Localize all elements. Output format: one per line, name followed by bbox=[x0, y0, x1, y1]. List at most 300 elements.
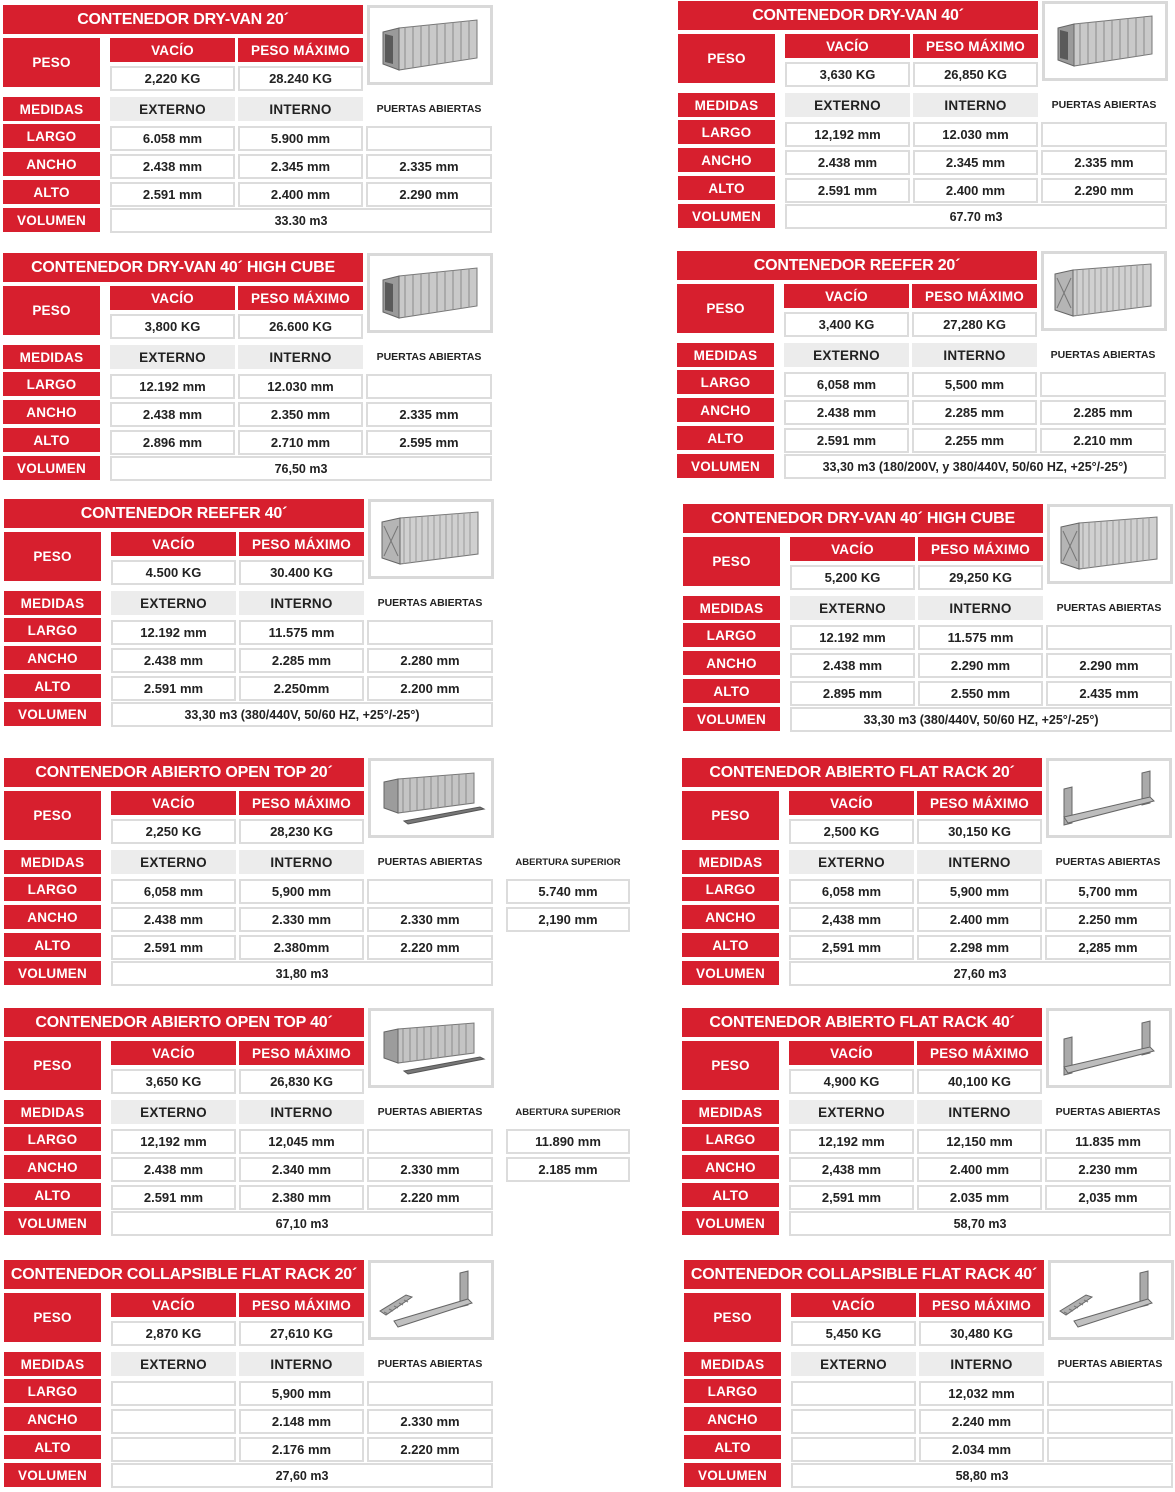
ancho-puertas-value: 2.335 mm bbox=[366, 154, 492, 179]
ancho-interno-value: 2.330 mm bbox=[239, 907, 364, 932]
peso-maximo-header: PESO MÁXIMO bbox=[239, 1041, 364, 1065]
alto-externo-value bbox=[111, 1437, 236, 1462]
largo-puertas-value: 5,700 mm bbox=[1045, 879, 1171, 904]
medidas-label: MEDIDAS bbox=[3, 345, 100, 369]
largo-externo-value: 12,192 mm bbox=[785, 122, 910, 147]
container-title: CONTENEDOR COLLAPSIBLE FLAT RACK 20´ bbox=[4, 1260, 364, 1289]
alto-label: ALTO bbox=[678, 176, 775, 200]
largo-interno-value: 11.575 mm bbox=[918, 625, 1043, 650]
largo-label: LARGO bbox=[3, 124, 100, 148]
peso-maximo-value: 30.400 KG bbox=[239, 560, 364, 585]
flat-rack-container-icon bbox=[1046, 758, 1172, 838]
largo-label: LARGO bbox=[684, 1379, 781, 1403]
ancho-interno-value: 2.148 mm bbox=[239, 1409, 364, 1434]
peso-label: PESO bbox=[4, 791, 101, 840]
alto-interno-value: 2.034 mm bbox=[919, 1437, 1044, 1462]
peso-label: PESO bbox=[683, 537, 780, 586]
volumen-label: VOLUMEN bbox=[682, 1211, 779, 1235]
peso-maximo-header: PESO MÁXIMO bbox=[238, 38, 363, 62]
peso-maximo-header: PESO MÁXIMO bbox=[239, 532, 364, 556]
vacio-header: VACÍO bbox=[110, 38, 235, 62]
ancho-externo-value: 2,438 mm bbox=[789, 1157, 914, 1182]
medidas-label: MEDIDAS bbox=[4, 591, 101, 615]
volumen-value: 67.70 m3 bbox=[785, 204, 1167, 229]
container-title: CONTENEDOR ABIERTO FLAT RACK 40´ bbox=[682, 1008, 1042, 1037]
vacio-header: VACÍO bbox=[110, 286, 235, 310]
peso-maximo-value: 40,100 KG bbox=[917, 1069, 1042, 1094]
vacio-header: VACÍO bbox=[785, 34, 910, 58]
medidas-label: MEDIDAS bbox=[682, 1100, 779, 1124]
open-top-container-icon bbox=[368, 758, 494, 838]
ancho-externo-value: 2.438 mm bbox=[111, 648, 236, 673]
puertas-abiertas-header: PUERTAS ABIERTAS bbox=[376, 351, 482, 363]
ancho-externo-value: 2,438 mm bbox=[789, 907, 914, 932]
ancho-label: ANCHO bbox=[4, 905, 101, 929]
ancho-externo-value: 2.438 mm bbox=[111, 907, 236, 932]
ancho-externo-value bbox=[111, 1409, 236, 1434]
volumen-value: 33,30 m3 (180/200V, y 380/440V, 50/60 HZ, +25°/-25°) bbox=[784, 454, 1166, 479]
peso-label: PESO bbox=[682, 791, 779, 840]
largo-externo-value: 6.058 mm bbox=[110, 126, 235, 151]
alto-label: ALTO bbox=[684, 1435, 781, 1459]
ancho-puertas-value: 2.250 mm bbox=[1045, 907, 1171, 932]
medidas-label: MEDIDAS bbox=[677, 343, 774, 367]
volumen-value: 58,80 m3 bbox=[791, 1463, 1173, 1488]
ancho-interno-value: 2.240 mm bbox=[919, 1409, 1044, 1434]
ancho-externo-value: 2.438 mm bbox=[785, 150, 910, 175]
largo-interno-value: 5,900 mm bbox=[917, 879, 1042, 904]
largo-puertas-value bbox=[367, 620, 493, 645]
externo-header: EXTERNO bbox=[111, 1352, 236, 1376]
vacio-value: 3,800 KG bbox=[110, 314, 235, 339]
largo-interno-value: 12,045 mm bbox=[239, 1129, 364, 1154]
peso-maximo-header: PESO MÁXIMO bbox=[239, 1293, 364, 1317]
largo-externo-value: 12.192 mm bbox=[790, 625, 915, 650]
vacio-header: VACÍO bbox=[784, 284, 909, 308]
peso-maximo-value: 26,850 KG bbox=[913, 62, 1038, 87]
vacio-header: VACÍO bbox=[111, 1041, 236, 1065]
volumen-value: 76,50 m3 bbox=[110, 456, 492, 481]
alto-puertas-value: 2.435 mm bbox=[1046, 681, 1172, 706]
collapsible-flat-rack-icon bbox=[1048, 1260, 1174, 1340]
container-card bbox=[4, 758, 499, 990]
ancho-interno-value: 2.290 mm bbox=[918, 653, 1043, 678]
vacio-header: VACÍO bbox=[791, 1293, 916, 1317]
container-card bbox=[3, 5, 498, 237]
alto-label: ALTO bbox=[677, 426, 774, 450]
volumen-label: VOLUMEN bbox=[3, 456, 100, 480]
ancho-externo-value: 2.438 mm bbox=[110, 402, 235, 427]
volumen-label: VOLUMEN bbox=[3, 208, 100, 232]
externo-header: EXTERNO bbox=[789, 1100, 914, 1124]
peso-maximo-header: PESO MÁXIMO bbox=[917, 1041, 1042, 1065]
largo-puertas-value bbox=[366, 374, 492, 399]
externo-header: EXTERNO bbox=[784, 343, 909, 367]
puertas-abiertas-header: PUERTAS ABIERTAS bbox=[376, 103, 482, 115]
largo-externo-value: 6,058 mm bbox=[111, 879, 236, 904]
externo-header: EXTERNO bbox=[111, 1100, 236, 1124]
alto-label: ALTO bbox=[3, 180, 100, 204]
vacio-value: 3,400 KG bbox=[784, 312, 909, 337]
alto-externo-value: 2.591 mm bbox=[111, 1185, 236, 1210]
largo-externo-value: 12.192 mm bbox=[110, 374, 235, 399]
medidas-label: MEDIDAS bbox=[3, 97, 100, 121]
largo-puertas-value bbox=[1047, 1381, 1173, 1406]
container-card bbox=[4, 499, 499, 731]
alto-interno-value: 2.400 mm bbox=[913, 178, 1038, 203]
alto-interno-value: 2.035 mm bbox=[917, 1185, 1042, 1210]
puertas-abiertas-header: PUERTAS ABIERTAS bbox=[1051, 99, 1157, 111]
puertas-abiertas-header: PUERTAS ABIERTAS bbox=[377, 1106, 483, 1118]
puertas-abiertas-header: PUERTAS ABIERTAS bbox=[1057, 1358, 1163, 1370]
container-card bbox=[677, 251, 1172, 483]
puertas-abiertas-header: PUERTAS ABIERTAS bbox=[377, 1358, 483, 1370]
largo-interno-value: 12,150 mm bbox=[917, 1129, 1042, 1154]
externo-header: EXTERNO bbox=[111, 850, 236, 874]
vacio-value: 4,900 KG bbox=[789, 1069, 914, 1094]
ancho-label: ANCHO bbox=[677, 398, 774, 422]
largo-interno-value: 5,900 mm bbox=[239, 879, 364, 904]
alto-label: ALTO bbox=[682, 1183, 779, 1207]
container-title: CONTENEDOR REEFER 40´ bbox=[4, 499, 364, 528]
largo-label: LARGO bbox=[4, 1127, 101, 1151]
dry-van-container-icon bbox=[367, 5, 493, 85]
puertas-abiertas-header: PUERTAS ABIERTAS bbox=[1055, 856, 1161, 868]
peso-maximo-value: 27,610 KG bbox=[239, 1321, 364, 1346]
volumen-value: 67,10 m3 bbox=[111, 1211, 493, 1236]
alto-externo-value: 2.591 mm bbox=[111, 935, 236, 960]
container-card bbox=[4, 1008, 499, 1240]
ancho-label: ANCHO bbox=[678, 148, 775, 172]
alto-puertas-value: 2.220 mm bbox=[367, 1185, 493, 1210]
medidas-label: MEDIDAS bbox=[4, 1100, 101, 1124]
ancho-puertas-value bbox=[1047, 1409, 1173, 1434]
peso-label: PESO bbox=[4, 1041, 101, 1090]
volumen-value: 33,30 m3 (380/440V, 50/60 HZ, +25°/-25°) bbox=[790, 707, 1172, 732]
container-card bbox=[682, 1008, 1175, 1240]
container-title: CONTENEDOR DRY-VAN 40´ HIGH CUBE bbox=[683, 504, 1043, 533]
largo-interno-value: 5,500 mm bbox=[912, 372, 1037, 397]
peso-label: PESO bbox=[4, 1293, 101, 1342]
alto-externo-value: 2,591 mm bbox=[789, 1185, 914, 1210]
externo-header: EXTERNO bbox=[785, 93, 910, 117]
ancho-interno-value: 2.340 mm bbox=[239, 1157, 364, 1182]
abertura-superior-column bbox=[504, 1008, 632, 1240]
vacio-value: 4.500 KG bbox=[111, 560, 236, 585]
alto-puertas-value: 2,035 mm bbox=[1045, 1185, 1171, 1210]
largo-label: LARGO bbox=[682, 1127, 779, 1151]
alto-label: ALTO bbox=[682, 933, 779, 957]
ancho-externo-value: 2.438 mm bbox=[784, 400, 909, 425]
largo-puertas-value bbox=[367, 1129, 493, 1154]
vacio-value: 2,250 KG bbox=[111, 819, 236, 844]
largo-label: LARGO bbox=[678, 120, 775, 144]
largo-puertas-value bbox=[1046, 625, 1172, 650]
alto-interno-value: 2.255 mm bbox=[912, 428, 1037, 453]
largo-interno-value: 12,032 mm bbox=[919, 1381, 1044, 1406]
medidas-label: MEDIDAS bbox=[4, 1352, 101, 1376]
largo-label: LARGO bbox=[3, 372, 100, 396]
abertura-largo-value: 5.740 mm bbox=[506, 879, 630, 904]
volumen-value: 27,60 m3 bbox=[111, 1463, 493, 1488]
volumen-label: VOLUMEN bbox=[4, 1463, 101, 1487]
alto-label: ALTO bbox=[683, 679, 780, 703]
largo-puertas-value bbox=[367, 1381, 493, 1406]
volumen-label: VOLUMEN bbox=[682, 961, 779, 985]
interno-header: INTERNO bbox=[238, 345, 363, 369]
volumen-label: VOLUMEN bbox=[4, 961, 101, 985]
largo-puertas-value bbox=[366, 126, 492, 151]
peso-maximo-header: PESO MÁXIMO bbox=[239, 791, 364, 815]
puertas-abiertas-header: PUERTAS ABIERTAS bbox=[377, 597, 483, 609]
ancho-puertas-value: 2.335 mm bbox=[366, 402, 492, 427]
ancho-interno-value: 2.345 mm bbox=[238, 154, 363, 179]
largo-interno-value: 5,900 mm bbox=[239, 1381, 364, 1406]
externo-header: EXTERNO bbox=[110, 345, 235, 369]
dry-van-container-icon bbox=[1042, 1, 1168, 81]
largo-label: LARGO bbox=[4, 618, 101, 642]
ancho-interno-value: 2.350 mm bbox=[238, 402, 363, 427]
container-card bbox=[678, 1, 1173, 233]
peso-maximo-header: PESO MÁXIMO bbox=[912, 284, 1037, 308]
vacio-value: 2,220 KG bbox=[110, 66, 235, 91]
volumen-value: 58,70 m3 bbox=[789, 1211, 1171, 1236]
container-title: CONTENEDOR COLLAPSIBLE FLAT RACK 40´ bbox=[684, 1260, 1044, 1289]
volumen-label: VOLUMEN bbox=[683, 707, 780, 731]
abertura-ancho-value: 2,190 mm bbox=[506, 907, 630, 932]
ancho-interno-value: 2.285 mm bbox=[239, 648, 364, 673]
largo-interno-value: 12.030 mm bbox=[238, 374, 363, 399]
alto-label: ALTO bbox=[4, 933, 101, 957]
externo-header: EXTERNO bbox=[790, 596, 915, 620]
alto-puertas-value: 2.200 mm bbox=[367, 676, 493, 701]
vacio-header: VACÍO bbox=[111, 1293, 236, 1317]
largo-externo-value bbox=[111, 1381, 236, 1406]
ancho-externo-value: 2.438 mm bbox=[790, 653, 915, 678]
externo-header: EXTERNO bbox=[791, 1352, 916, 1376]
abertura-superior-header: ABERTURA SUPERIOR bbox=[515, 856, 621, 868]
largo-interno-value: 11.575 mm bbox=[239, 620, 364, 645]
container-card bbox=[684, 1260, 1175, 1492]
volumen-label: VOLUMEN bbox=[684, 1463, 781, 1487]
peso-label: PESO bbox=[677, 284, 774, 333]
alto-label: ALTO bbox=[3, 428, 100, 452]
container-title: CONTENEDOR ABIERTO OPEN TOP 40´ bbox=[4, 1008, 364, 1037]
largo-externo-value: 12,192 mm bbox=[789, 1129, 914, 1154]
interno-header: INTERNO bbox=[913, 93, 1038, 117]
externo-header: EXTERNO bbox=[789, 850, 914, 874]
vacio-value: 3,630 KG bbox=[785, 62, 910, 87]
largo-puertas-value bbox=[1040, 372, 1166, 397]
vacio-value: 5,200 KG bbox=[790, 565, 915, 590]
volumen-label: VOLUMEN bbox=[677, 454, 774, 478]
container-title: CONTENEDOR REEFER 20´ bbox=[677, 251, 1037, 280]
abertura-superior-header: ABERTURA SUPERIOR bbox=[515, 1106, 621, 1118]
ancho-externo-value: 2.438 mm bbox=[111, 1157, 236, 1182]
ancho-externo-value bbox=[791, 1409, 916, 1434]
volumen-value: 33,30 m3 (380/440V, 50/60 HZ, +25°/-25°) bbox=[111, 702, 493, 727]
flat-rack-container-icon bbox=[1046, 1008, 1172, 1088]
peso-label: PESO bbox=[684, 1293, 781, 1342]
puertas-abiertas-header: PUERTAS ABIERTAS bbox=[1050, 349, 1156, 361]
alto-puertas-value: 2.290 mm bbox=[366, 182, 492, 207]
alto-puertas-value: 2,285 mm bbox=[1045, 935, 1171, 960]
alto-interno-value: 2.400 mm bbox=[238, 182, 363, 207]
alto-interno-value: 2.298 mm bbox=[917, 935, 1042, 960]
vacio-value: 2,870 KG bbox=[111, 1321, 236, 1346]
peso-maximo-value: 30,150 KG bbox=[917, 819, 1042, 844]
volumen-value: 27,60 m3 bbox=[789, 961, 1171, 986]
alto-puertas-value bbox=[1047, 1437, 1173, 1462]
largo-interno-value: 5.900 mm bbox=[238, 126, 363, 151]
collapsible-flat-rack-icon bbox=[368, 1260, 494, 1340]
volumen-label: VOLUMEN bbox=[678, 204, 775, 228]
volumen-label: VOLUMEN bbox=[4, 1211, 101, 1235]
container-title: CONTENEDOR DRY-VAN 40´ HIGH CUBE bbox=[3, 253, 363, 282]
alto-puertas-value: 2.210 mm bbox=[1040, 428, 1166, 453]
peso-label: PESO bbox=[4, 532, 101, 581]
peso-label: PESO bbox=[678, 34, 775, 83]
alto-puertas-value: 2.220 mm bbox=[367, 935, 493, 960]
container-title: CONTENEDOR ABIERTO OPEN TOP 20´ bbox=[4, 758, 364, 787]
container-card bbox=[4, 1260, 499, 1492]
largo-puertas-value: 11.835 mm bbox=[1045, 1129, 1171, 1154]
vacio-header: VACÍO bbox=[111, 791, 236, 815]
alto-externo-value: 2.591 mm bbox=[111, 676, 236, 701]
reefer-container-icon bbox=[1047, 504, 1173, 584]
ancho-puertas-value: 2.285 mm bbox=[1040, 400, 1166, 425]
interno-header: INTERNO bbox=[239, 1352, 364, 1376]
largo-label: LARGO bbox=[4, 877, 101, 901]
alto-interno-value: 2.250mm bbox=[239, 676, 364, 701]
largo-label: LARGO bbox=[683, 623, 780, 647]
ancho-puertas-value: 2.230 mm bbox=[1045, 1157, 1171, 1182]
alto-externo-value: 2.895 mm bbox=[790, 681, 915, 706]
reefer-container-icon bbox=[1041, 251, 1167, 331]
largo-externo-value bbox=[791, 1381, 916, 1406]
peso-maximo-value: 28,230 KG bbox=[239, 819, 364, 844]
container-title: CONTENEDOR ABIERTO FLAT RACK 20´ bbox=[682, 758, 1042, 787]
alto-externo-value: 2.896 mm bbox=[110, 430, 235, 455]
ancho-puertas-value: 2.330 mm bbox=[367, 907, 493, 932]
container-card bbox=[683, 504, 1175, 736]
puertas-abiertas-header: PUERTAS ABIERTAS bbox=[1056, 602, 1162, 614]
ancho-interno-value: 2.285 mm bbox=[912, 400, 1037, 425]
vacio-value: 2,500 KG bbox=[789, 819, 914, 844]
container-card bbox=[682, 758, 1175, 990]
alto-puertas-value: 2.595 mm bbox=[366, 430, 492, 455]
peso-maximo-value: 29,250 KG bbox=[918, 565, 1043, 590]
vacio-header: VACÍO bbox=[789, 1041, 914, 1065]
peso-maximo-header: PESO MÁXIMO bbox=[238, 286, 363, 310]
largo-interno-value: 12.030 mm bbox=[913, 122, 1038, 147]
interno-header: INTERNO bbox=[917, 1100, 1042, 1124]
medidas-label: MEDIDAS bbox=[4, 850, 101, 874]
ancho-label: ANCHO bbox=[3, 400, 100, 424]
interno-header: INTERNO bbox=[238, 97, 363, 121]
peso-maximo-value: 26.600 KG bbox=[238, 314, 363, 339]
ancho-puertas-value: 2.335 mm bbox=[1041, 150, 1167, 175]
ancho-puertas-value: 2.330 mm bbox=[367, 1157, 493, 1182]
container-card bbox=[3, 253, 498, 485]
ancho-externo-value: 2.438 mm bbox=[110, 154, 235, 179]
largo-externo-value: 6,058 mm bbox=[784, 372, 909, 397]
vacio-header: VACÍO bbox=[789, 791, 914, 815]
interno-header: INTERNO bbox=[917, 850, 1042, 874]
ancho-puertas-value: 2.280 mm bbox=[367, 648, 493, 673]
largo-puertas-value bbox=[367, 879, 493, 904]
abertura-superior-column bbox=[504, 758, 632, 990]
peso-maximo-header: PESO MÁXIMO bbox=[913, 34, 1038, 58]
peso-label: PESO bbox=[682, 1041, 779, 1090]
volumen-value: 31,80 m3 bbox=[111, 961, 493, 986]
peso-maximo-value: 26,830 KG bbox=[239, 1069, 364, 1094]
volumen-value: 33.30 m3 bbox=[110, 208, 492, 233]
alto-puertas-value: 2.220 mm bbox=[367, 1437, 493, 1462]
ancho-label: ANCHO bbox=[684, 1407, 781, 1431]
volumen-label: VOLUMEN bbox=[4, 702, 101, 726]
dry-van-container-icon bbox=[367, 253, 493, 333]
alto-externo-value: 2,591 mm bbox=[789, 935, 914, 960]
alto-label: ALTO bbox=[4, 1435, 101, 1459]
largo-externo-value: 6,058 mm bbox=[789, 879, 914, 904]
interno-header: INTERNO bbox=[239, 591, 364, 615]
puertas-abiertas-header: PUERTAS ABIERTAS bbox=[377, 856, 483, 868]
vacio-header: VACÍO bbox=[790, 537, 915, 561]
reefer-container-icon bbox=[368, 499, 494, 579]
alto-label: ALTO bbox=[4, 1183, 101, 1207]
alto-externo-value: 2.591 mm bbox=[110, 182, 235, 207]
ancho-label: ANCHO bbox=[4, 1407, 101, 1431]
interno-header: INTERNO bbox=[912, 343, 1037, 367]
open-top-container-icon bbox=[368, 1008, 494, 1088]
interno-header: INTERNO bbox=[239, 850, 364, 874]
peso-maximo-header: PESO MÁXIMO bbox=[919, 1293, 1044, 1317]
puertas-abiertas-header: PUERTAS ABIERTAS bbox=[1055, 1106, 1161, 1118]
alto-externo-value: 2.591 mm bbox=[785, 178, 910, 203]
largo-puertas-value bbox=[1041, 122, 1167, 147]
vacio-value: 3,650 KG bbox=[111, 1069, 236, 1094]
interno-header: INTERNO bbox=[919, 1352, 1044, 1376]
externo-header: EXTERNO bbox=[110, 97, 235, 121]
alto-puertas-value: 2.290 mm bbox=[1041, 178, 1167, 203]
interno-header: INTERNO bbox=[239, 1100, 364, 1124]
alto-interno-value: 2.550 mm bbox=[918, 681, 1043, 706]
ancho-label: ANCHO bbox=[4, 1155, 101, 1179]
alto-interno-value: 2.710 mm bbox=[238, 430, 363, 455]
peso-maximo-value: 28.240 KG bbox=[238, 66, 363, 91]
peso-label: PESO bbox=[3, 38, 100, 87]
ancho-label: ANCHO bbox=[3, 152, 100, 176]
medidas-label: MEDIDAS bbox=[683, 596, 780, 620]
largo-label: LARGO bbox=[682, 877, 779, 901]
peso-maximo-header: PESO MÁXIMO bbox=[918, 537, 1043, 561]
alto-externo-value: 2.591 mm bbox=[784, 428, 909, 453]
alto-label: ALTO bbox=[4, 674, 101, 698]
abertura-largo-value: 11.890 mm bbox=[506, 1129, 630, 1154]
ancho-label: ANCHO bbox=[682, 1155, 779, 1179]
ancho-interno-value: 2.400 mm bbox=[917, 907, 1042, 932]
largo-label: LARGO bbox=[4, 1379, 101, 1403]
peso-maximo-value: 27,280 KG bbox=[912, 312, 1037, 337]
alto-interno-value: 2.380 mm bbox=[239, 1185, 364, 1210]
alto-interno-value: 2.380mm bbox=[239, 935, 364, 960]
medidas-label: MEDIDAS bbox=[684, 1352, 781, 1376]
medidas-label: MEDIDAS bbox=[682, 850, 779, 874]
alto-externo-value bbox=[791, 1437, 916, 1462]
largo-externo-value: 12.192 mm bbox=[111, 620, 236, 645]
ancho-puertas-value: 2.290 mm bbox=[1046, 653, 1172, 678]
